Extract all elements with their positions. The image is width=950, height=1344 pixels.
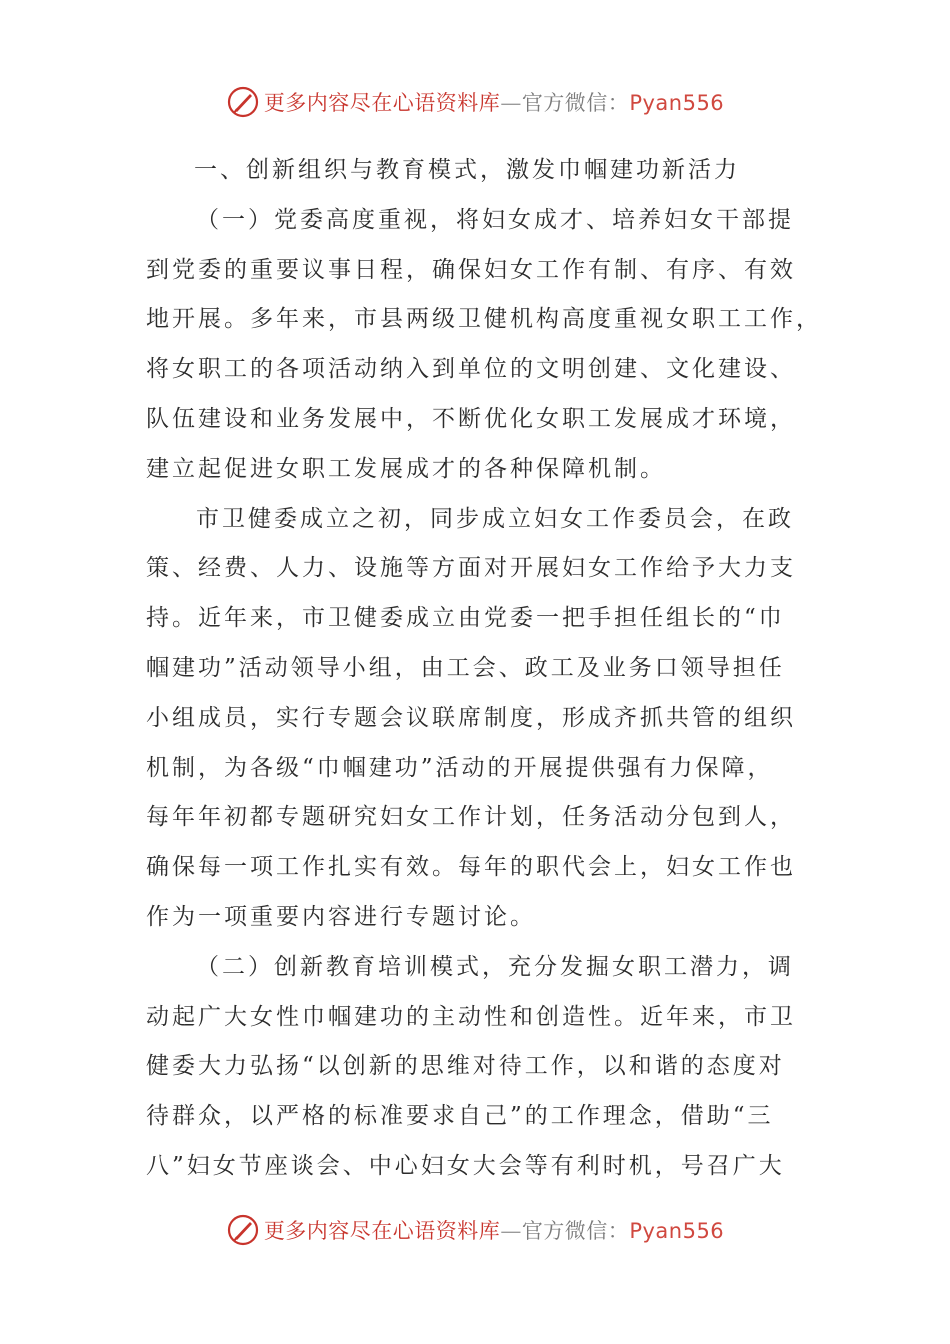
paragraph-line: 八”妇女节座谈会、中心妇女大会等有利时机，号召广大 [146, 1152, 785, 1179]
paragraph-line: 建立起促进女职工发展成才的各种保障机制。 [146, 455, 666, 482]
paragraph-line: 待群众，以严格的标准要求自己”的工作理念，借助“三 [146, 1103, 774, 1130]
paragraph-line: 健委大力弘扬“以创新的思维对待工作，以和谐的态度对 [146, 1053, 785, 1080]
paragraph-line: 动起广大女性巾帼建功的主动性和创造性。近年来，市卫 [146, 1003, 796, 1030]
watermark-text [264, 1215, 724, 1245]
paragraph-line: （一）党委高度重视，将妇女成才、培养妇女干部提 [196, 206, 794, 233]
paragraph-line: 到党委的重要议事日程，确保妇女工作有制、有序、有效 [146, 256, 796, 283]
watermark-wechat-id: Pyan556 [629, 1219, 725, 1243]
watermark-wechat-label: 官方微信： [521, 91, 630, 115]
paragraph-line: （二）创新教育培训模式，充分发掘女职工潜力，调 [196, 953, 794, 980]
quill-pen-logo-icon [226, 85, 260, 119]
paragraph-line: 将女职工的各项活动纳入到单位的文明创建、文化建设、 [146, 356, 796, 383]
watermark-wechat-id: Pyan556 [629, 91, 725, 115]
paragraph-line: 每年年初都专题研究妇女工作计划，任务活动分包到人， [146, 804, 796, 831]
watermark-separator: — [500, 1219, 522, 1243]
paragraph-line: 持。近年来，市卫健委成立由党委一把手担任组长的“巾 [146, 605, 785, 632]
paragraph-line: 小组成员，实行专题会议联席制度，形成齐抓共管的组织 [146, 704, 796, 731]
section-heading: 一、创新组织与教育模式，激发巾帼建功新活力 [194, 157, 740, 183]
quill-pen-logo-icon [226, 1213, 260, 1247]
watermark-wechat-label: 官方微信： [521, 1219, 630, 1243]
paragraph-line: 确保每一项工作扎实有效。每年的职代会上，妇女工作也 [146, 854, 796, 881]
paragraph-line: 市卫健委成立之初，同步成立妇女工作委员会，在政 [196, 505, 794, 532]
document-body [146, 146, 822, 1192]
watermark-banner-top [0, 82, 950, 122]
paragraph-line: 帼建功”活动领导小组，由工会、政工及业务口领导担任 [146, 654, 785, 681]
watermark-separator: — [500, 91, 522, 115]
paragraph-line: 地开展。多年来，市县两级卫健机构高度重视女职工工作， [146, 306, 822, 333]
paragraph-line: 队伍建设和业务发展中，不断优化女职工发展成才环境， [146, 405, 796, 432]
watermark-text [264, 87, 724, 117]
paragraph-line: 策、经费、人力、设施等方面对开展妇女工作给予大力支 [146, 555, 796, 582]
watermark-library: 更多内容尽在心语资料库 [263, 91, 501, 115]
paragraph-line: 机制，为各级“巾帼建功”活动的开展提供强有力保障， [146, 754, 774, 781]
paragraph-line: 作为一项重要内容进行专题讨论。 [146, 903, 536, 930]
watermark-banner-bottom [0, 1210, 950, 1250]
watermark-library: 更多内容尽在心语资料库 [263, 1219, 501, 1243]
